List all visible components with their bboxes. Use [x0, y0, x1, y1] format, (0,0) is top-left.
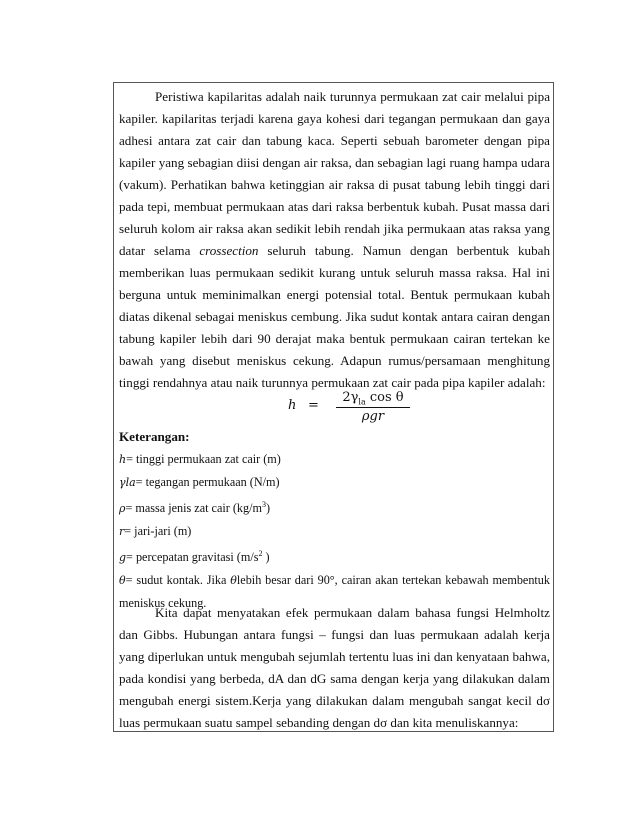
symbol-gamma: γla — [119, 476, 136, 489]
symbol-r: r — [119, 525, 125, 539]
formula-denominator: ρgr — [361, 409, 385, 424]
formula-numerator — [336, 389, 410, 406]
paragraph-1-part-b: seluruh tabung. Namun dengan berbentuk kubah memberikan luas permukaan sedikit kurang untuk seluruh massa raksa. Hal ini berguna untuk meminimalkan energi potensial total. Bentuk permukaan kubah diatas dikenal sebagai meniskus cembung. Jika sudut kontak antara cairan dengan tabung kapiler lebih dari 90 derajat maka bentuk permukaan cairan tertekan ke bawah yang disebut meniskus cekung. Adapun rumus/persamaan menghitung tinggi rendahnya atau naik turunnya permukaan zat cair pada pipa kapiler adalah: — [119, 243, 551, 390]
paragraph-1-part-a: Peristiwa kapilaritas adalah naik turunnya permukaan zat cair melalui pipa kapiler. kapilaritas terjadi karena gaya kohesi dari tegangan permukaan dan gaya adhesi antara zat cair dan tabung kaca. Seperti sebuah barometer dengan pipa kapiler yang sebagian diisi dengan air raksa, dan sebagian lagi ruang hampa udara (vakum). Perhatikan bahwa ketinggian air raksa di pusat tabung lebih tinggi dari pada tepi, membuat permukaan atas dari raksa berbentuk kubah. Pusat massa dari seluruh kolom air raksa akan sedikit lebih rendah jika permukaan atas raksa yang datar selama — [119, 89, 550, 258]
keterangan-text-rho: = massa jenis zat cair (kg/m — [125, 501, 262, 516]
paragraph-1-text — [119, 86, 550, 394]
paragraph-2-text: Kita dapat menyatakan efek permukaan dalam bahasa fungsi Helmholtz dan Gibbs. Hubungan antara fungsi – fungsi dan luas permukaan adalah kerja yang diperlukan untuk mengubah sejumlah tertentu luas ini dan kenyataan bahwa, pada kondisi yang berbeda, dA dan dG sama dengan kerja yang dilakukan dalam mengubah energi sistem.Kerja yang dilakukan dalam mengubah sangat kecil dσ luas permukaan suatu sampel sebanding dengan dσ dan kita menuliskannya: — [119, 605, 550, 730]
keterangan-item-h — [119, 448, 550, 471]
symbol-rho: ρ — [119, 502, 126, 516]
keterangan-text-rho-close: ) — [265, 501, 271, 516]
keterangan-text-h: = tinggi permukaan zat cair (m) — [126, 452, 281, 466]
superscript-2: 2 — [258, 549, 263, 559]
formula-equals: = — [308, 398, 319, 413]
keterangan-section — [119, 426, 550, 614]
paragraph-helmholtz-gibbs — [119, 602, 550, 734]
italic-term-crossection: crossection — [199, 243, 259, 258]
symbol-g: g — [119, 551, 127, 565]
formula-fraction — [336, 389, 410, 425]
keterangan-text-r: = jari-jari (m) — [124, 524, 192, 539]
formula-num-rest: cos θ — [365, 390, 404, 405]
keterangan-title: Keterangan: — [119, 429, 190, 444]
formula-num-sub: la — [358, 397, 366, 407]
keterangan-item-rho — [119, 494, 550, 520]
keterangan-text-g: = percepatan gravitasi (m/s — [126, 550, 259, 565]
keterangan-text-gamma: = tegangan permukaan (N/m) — [135, 475, 280, 489]
symbol-theta-inline: θ — [230, 574, 237, 588]
keterangan-text-theta-b: lebih besar dari 90°, cairan akan tertekan kebawah membentuk meniskus cekung. — [119, 573, 550, 611]
paragraph-kapilaritas — [119, 86, 550, 394]
keterangan-text-g-close: ) — [262, 550, 270, 565]
symbol-theta: θ — [119, 574, 126, 588]
keterangan-item-g — [119, 543, 550, 569]
symbol-h: h — [119, 453, 127, 466]
formula-num-coef: 2γ — [342, 390, 359, 405]
fraction-bar — [336, 407, 410, 408]
superscript-3: 3 — [261, 500, 266, 509]
keterangan-item-r — [119, 520, 550, 543]
keterangan-item-gamma — [119, 471, 550, 494]
keterangan-text-theta-a: = sudut kontak. Jika — [125, 573, 231, 588]
formula-lhs: h — [288, 398, 297, 413]
